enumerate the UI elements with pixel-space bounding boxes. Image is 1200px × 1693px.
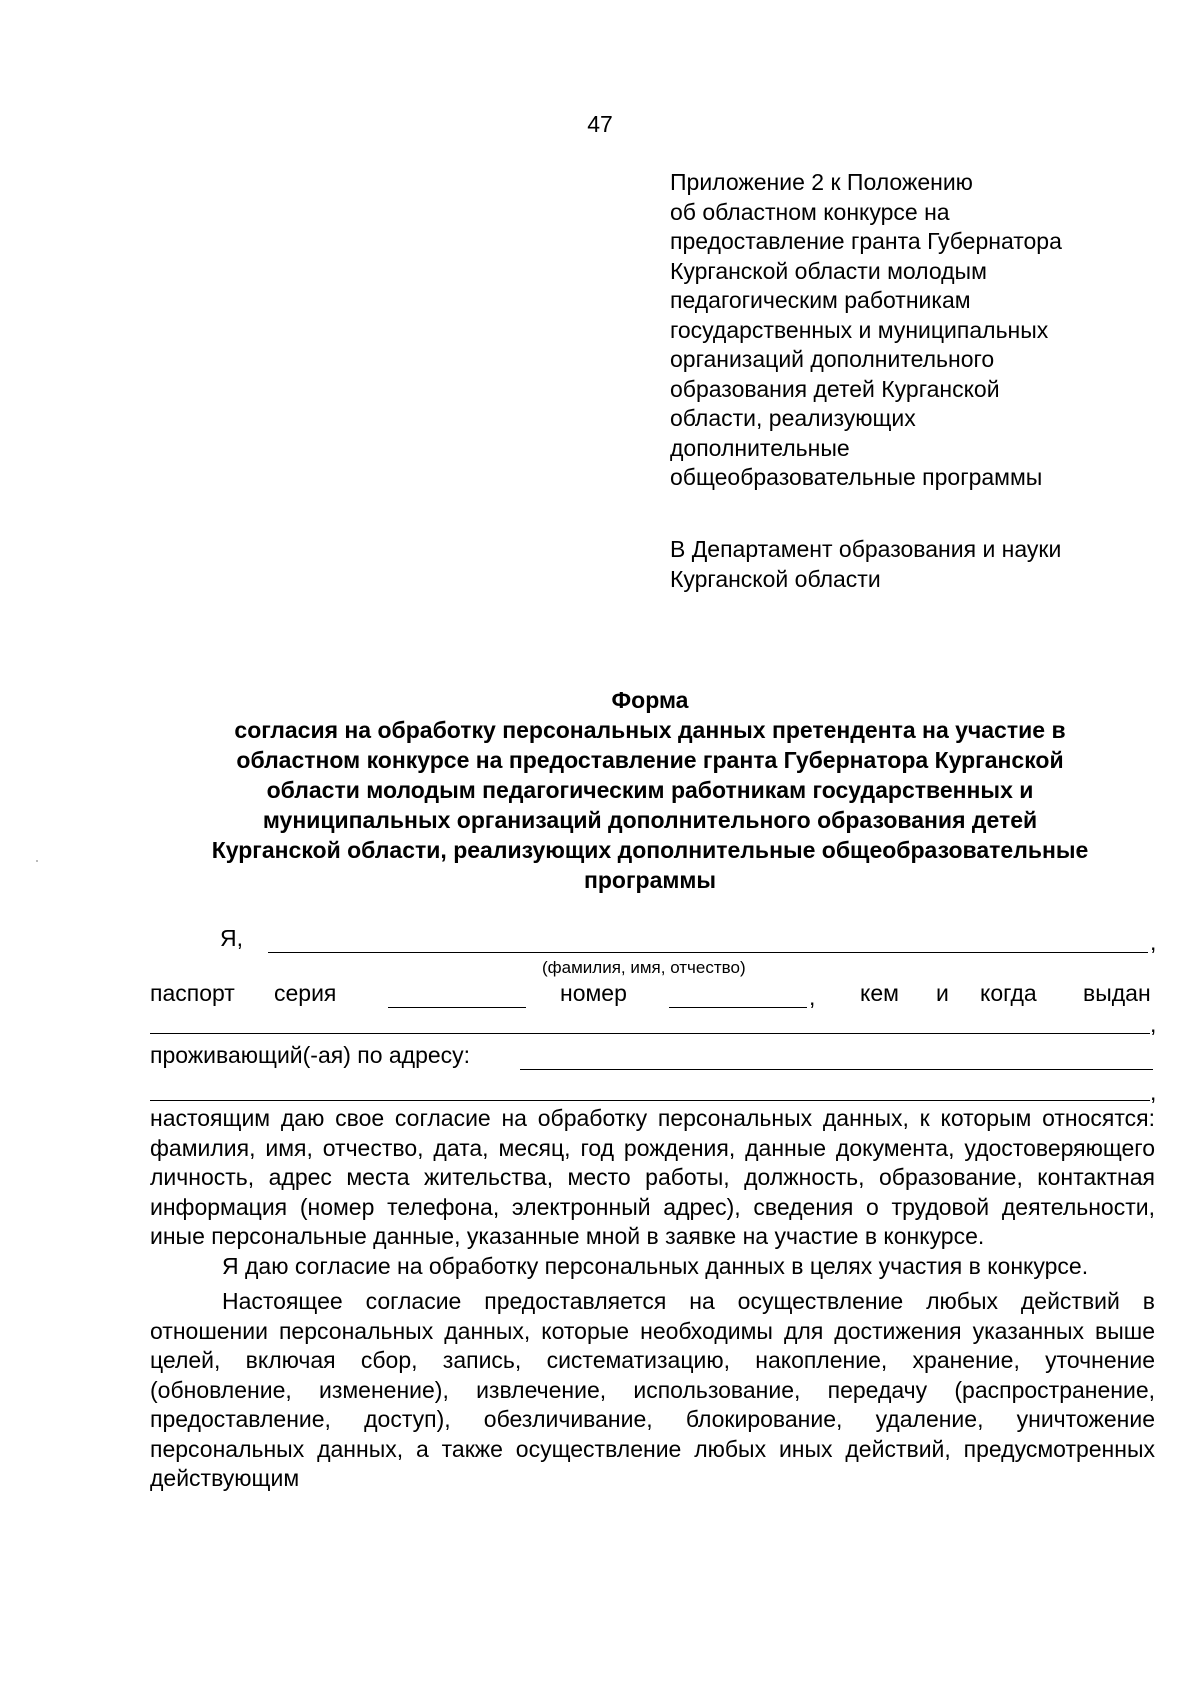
paragraph-actions: Настоящее согласие предоставляется на осуществление любых действий в отношении персональных данных, которые необходимы для достижения указанных выше целей, включая сбор, запись, систематизацию, накопление, хранение, уточнение (обновление, изменение), извлечение, использование, передачу (распространение, предоставление, доступ), обезличивание, блокирование, удаление, уничтожение персональных данных, а также осуществление любых иных действий, предусмотренных действующим <box>150 1288 1155 1491</box>
appendix-note <box>670 168 1140 493</box>
issued-kem-label: кем <box>860 980 899 1006</box>
issued-kogda-label: когда <box>980 980 1037 1006</box>
form-title-heading: Форма <box>611 687 689 713</box>
form-fields <box>150 925 1155 1104</box>
address-field-2[interactable] <box>150 1100 1150 1101</box>
appendix-line: Курганской области молодым <box>670 257 987 284</box>
appendix-line: дополнительные <box>670 434 850 461</box>
issued-comma: , <box>1150 1011 1157 1037</box>
issued-vydan-label: выдан <box>1083 980 1151 1006</box>
ya-label: Я, <box>220 925 243 951</box>
issued-by-field[interactable] <box>150 1033 1150 1034</box>
address-row <box>150 1042 1155 1073</box>
address-label: проживающий(-ая) по адресу: <box>150 1042 471 1068</box>
address-field[interactable] <box>520 1069 1153 1070</box>
paragraph-purpose: Я даю согласие на обработку персональных данных в целях участия в конкурсе. <box>222 1252 1089 1279</box>
issued-i-label: и <box>936 980 949 1006</box>
form-title-line: муниципальных организаций дополнительного образования детей <box>262 807 1038 833</box>
issued-by-row <box>150 1011 1155 1042</box>
appendix-line: педагогическим работникам <box>670 287 971 313</box>
appendix-line: предоставление гранта Губернатора <box>670 228 1062 254</box>
fio-row <box>150 925 1155 956</box>
fio-field[interactable] <box>268 952 1148 953</box>
paragraph-consent: настоящим даю свое согласие на обработку персональных данных, к которым относятся: фамилия, имя, отчество, дата, месяц, год рождения, данные документа, удостоверяющего личность, адрес места жительства, место работы, должность, образование, контактная информация (номер телефона, электронный адрес), сведения о трудовой деятельности, иные персональные данные, указанные мной в заявке на участие в конкурсе. <box>150 1105 1155 1249</box>
page-number: 47 <box>587 111 613 137</box>
passport-row <box>150 980 1155 1011</box>
series-label: серия <box>274 980 337 1006</box>
form-title-line: области молодым педагогическим работникам государственных и <box>266 777 1034 803</box>
appendix-line: Приложение 2 к Положению <box>670 169 973 195</box>
scan-speck <box>36 860 38 862</box>
appendix-line: государственных и муниципальных <box>670 316 1049 343</box>
appendix-line: области, реализующих <box>670 405 916 431</box>
form-title <box>140 685 1160 895</box>
number-field[interactable] <box>669 1007 807 1008</box>
passport-label: паспорт <box>150 980 235 1006</box>
form-title-line: областном конкурсе на предоставление гранта Губернатора Курганской <box>236 747 1064 773</box>
form-title-line: Курганской области, реализующих дополнительные общеобразовательные <box>211 837 1089 863</box>
series-field[interactable] <box>388 1007 526 1008</box>
appendix-line: об областном конкурсе на <box>670 198 950 225</box>
addressee-line: В Департамент образования и науки <box>670 536 1062 562</box>
addressee-line: Курганской области <box>670 565 881 592</box>
fio-comma: , <box>1150 929 1157 955</box>
fio-hint: (фамилия, имя, отчество) <box>542 958 746 977</box>
fio-hint-row <box>150 956 1155 980</box>
appendix-line: общеобразовательные программы <box>670 464 1043 490</box>
appendix-line: образования детей Курганской <box>670 375 1000 402</box>
address-comma: , <box>1150 1079 1157 1105</box>
form-title-line: согласия на обработку персональных данных претендента на участие в <box>234 717 1066 743</box>
address-row-2 <box>150 1073 1155 1104</box>
appendix-line: организаций дополнительного <box>670 346 995 372</box>
consent-text <box>150 1104 1155 1494</box>
form-title-line: программы <box>583 867 717 893</box>
number-label: номер <box>560 980 627 1006</box>
number-comma: , <box>809 984 816 1010</box>
addressee <box>670 535 1140 594</box>
